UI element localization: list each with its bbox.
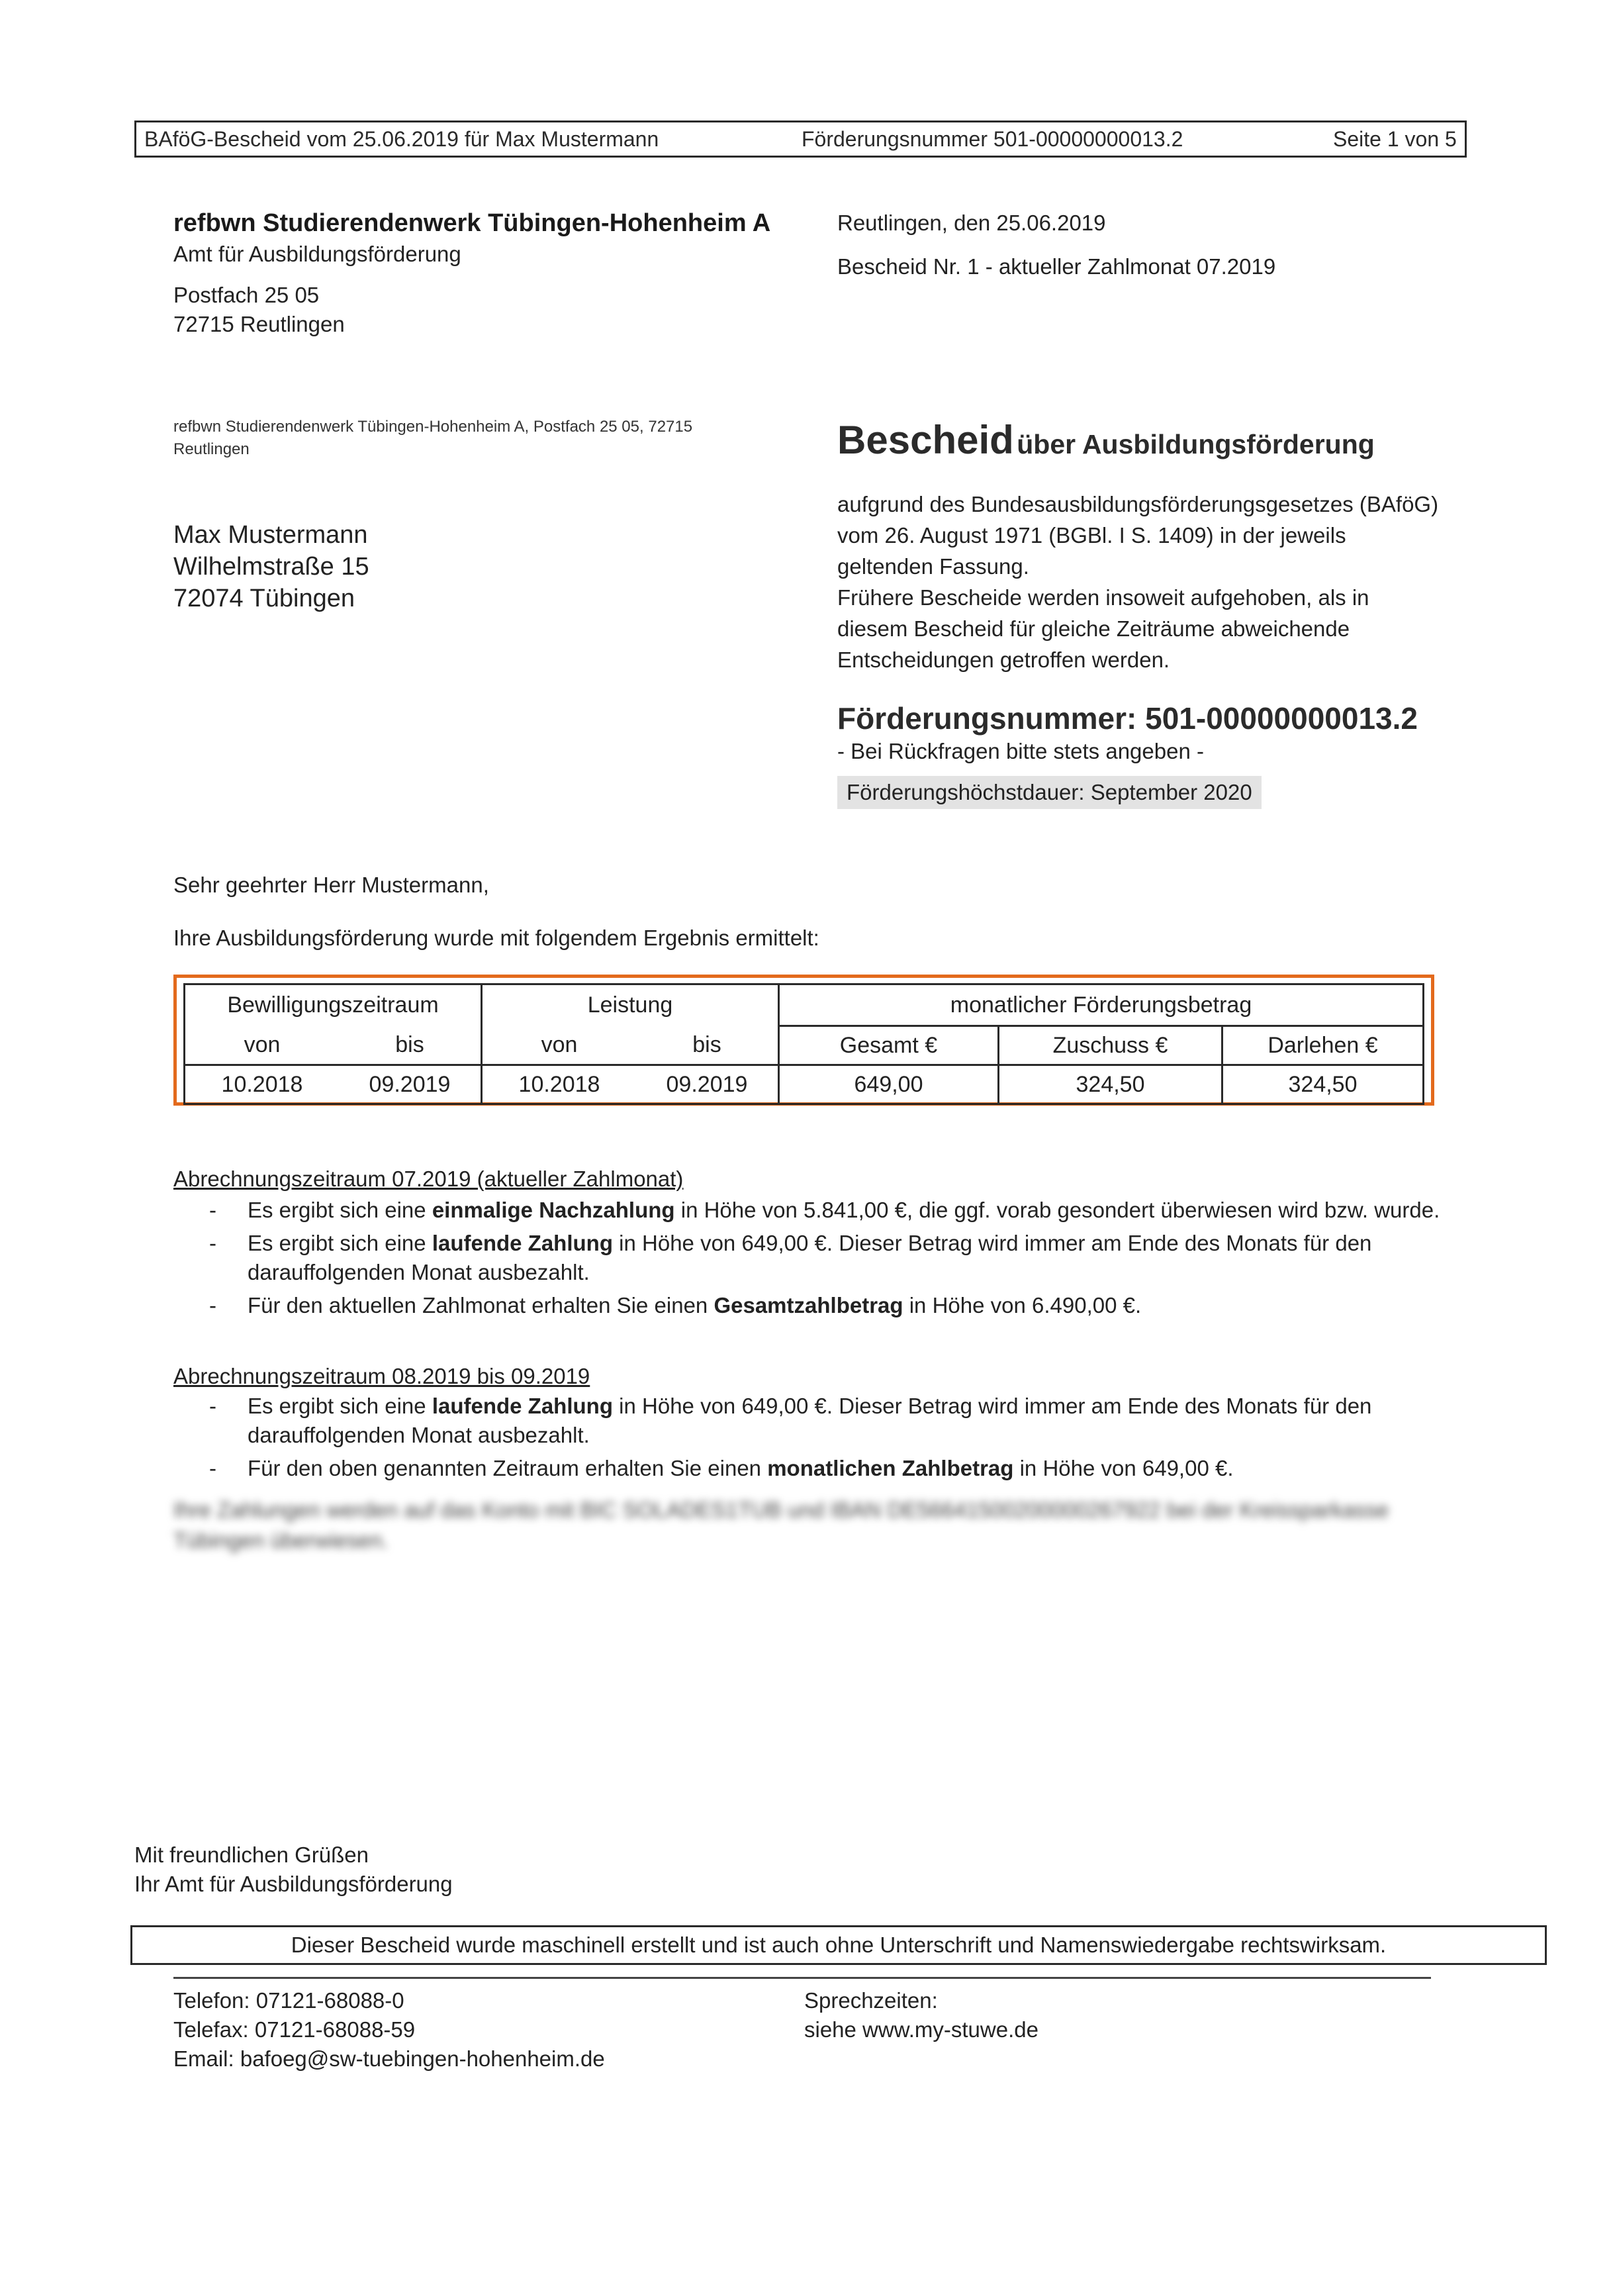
contact-fax: Telefax: 07121-68088-59 bbox=[173, 2017, 416, 2042]
title-main: Bescheid bbox=[837, 418, 1014, 462]
law-line: geltenden Fassung. bbox=[837, 554, 1029, 579]
section-heading-following-months: Abrechnungszeitraum 08.2019 bis 09.2019 bbox=[173, 1364, 590, 1388]
office-hours-value: siehe www.my-stuwe.de bbox=[804, 2017, 1038, 2042]
return-address: refbwn Studierendenwerk Tübingen-Hohenheim A, Postfach 25 05, 72715 Reutlingen bbox=[173, 418, 693, 458]
table-col-header: Gesamt € bbox=[779, 1026, 999, 1065]
bank-account-note-redacted: Ihre Zahlungen werden auf das Konto mit BIC SOLADES1TUB und IBAN DE56641500200000267922 bei der Kreissparkasse Tübingen überwiesen. bbox=[173, 1498, 1389, 1553]
list-item: - Es ergibt sich eine laufende Zahlung in Höhe von 649,00 €. Dieser Betrag wird immer am Ende des Monats für den darauffolgenden Monat ausbezahlt. bbox=[209, 1231, 1372, 1284]
table-cell: 09.2019 bbox=[636, 1065, 779, 1104]
closing bbox=[134, 1841, 453, 1899]
funding-number: Förderungsnummer: 501-00000000013.2 bbox=[837, 701, 1418, 736]
legal-validity-note: Dieser Bescheid wurde maschinell erstellt und ist auch ohne Unterschrift und Namenswiedergabe rechtswirksam. bbox=[130, 1925, 1547, 1965]
table-cell: 10.2018 bbox=[482, 1065, 637, 1104]
table-cell: 649,00 bbox=[779, 1065, 999, 1104]
header-funding-number: Förderungsnummer 501-00000000013.2 bbox=[802, 127, 1183, 151]
item-bold: monatlichen Zahlbetrag bbox=[767, 1456, 1014, 1480]
recipient-name: Max Mustermann bbox=[173, 521, 368, 549]
table-col-header: bis bbox=[339, 1026, 482, 1065]
legal-basis-text bbox=[837, 489, 1486, 675]
item-text: Es ergibt sich eine bbox=[248, 1198, 432, 1222]
item-text: Es ergibt sich eine bbox=[248, 1394, 432, 1418]
section2-list bbox=[205, 1392, 1450, 1487]
result-table bbox=[183, 983, 1424, 1105]
office-hours-label: Sprechzeiten: bbox=[804, 1988, 938, 2013]
sender-postbox: Postfach 25 05 bbox=[173, 283, 320, 307]
item-text: in Höhe von 649,00 €. Dieser Betrag wird immer am Ende des Monats für den darauffolgenden Monat ausbezahlt. bbox=[248, 1394, 1372, 1447]
item-bold: Gesamtzahlbetrag bbox=[714, 1293, 903, 1317]
list-item: - Es ergibt sich eine einmalige Nachzahlung in Höhe von 5.841,00 €, die ggf. vorab gesondert überwiesen wird bzw. wurde. bbox=[209, 1198, 1440, 1222]
max-funding-duration: Förderungshöchstdauer: September 2020 bbox=[837, 776, 1262, 809]
table-col-header: bis bbox=[636, 1026, 779, 1065]
list-item: - Für den oben genannten Zeitraum erhalten Sie einen monatlichen Zahlbetrag in Höhe von 649,00 €. bbox=[209, 1456, 1234, 1480]
section1-list bbox=[205, 1196, 1450, 1324]
item-text: in Höhe von 6.490,00 €. bbox=[903, 1293, 1142, 1317]
law-line: aufgrund des Bundesausbildungsförderungsgesetzes (BAföG) bbox=[837, 492, 1439, 516]
closing-office: Ihr Amt für Ausbildungsförderung bbox=[134, 1872, 453, 1896]
document-title bbox=[837, 417, 1375, 463]
item-text: in Höhe von 649,00 €. Dieser Betrag wird immer am Ende des Monats für den darauffolgenden Monat ausbezahlt. bbox=[248, 1231, 1372, 1284]
intro-text: Ihre Ausbildungsförderung wurde mit folgendem Ergebnis ermittelt: bbox=[173, 926, 819, 950]
table-group-service: Leistung bbox=[482, 984, 779, 1026]
footer-divider bbox=[173, 1977, 1431, 1979]
table-cell: 324,50 bbox=[1222, 1065, 1424, 1104]
office-hours bbox=[804, 1986, 1038, 2044]
item-bold: einmalige Nachzahlung bbox=[432, 1198, 675, 1222]
closing-greeting: Mit freundlichen Grüßen bbox=[134, 1842, 369, 1867]
recipient-address bbox=[173, 519, 369, 614]
list-item: - Für den aktuellen Zahlmonat erhalten Sie einen Gesamtzahlbetrag in Höhe von 6.490,00 €. bbox=[209, 1293, 1142, 1317]
law-line: Frühere Bescheide werden insoweit aufgehoben, als in bbox=[837, 585, 1369, 610]
sender-department: Amt für Ausbildungsförderung bbox=[173, 242, 461, 266]
salutation: Sehr geehrter Herr Mustermann, bbox=[173, 873, 489, 897]
item-text: Für den aktuellen Zahlmonat erhalten Sie einen bbox=[248, 1293, 714, 1317]
header-doc-title: BAföG-Bescheid vom 25.06.2019 für Max Mustermann bbox=[144, 127, 659, 151]
document-header-bar bbox=[134, 120, 1467, 158]
law-line: diesem Bescheid für gleiche Zeiträume abweichende bbox=[837, 616, 1350, 641]
table-col-header: von bbox=[185, 1026, 340, 1065]
table-group-period: Bewilligungszeitraum bbox=[185, 984, 482, 1026]
title-sub: über Ausbildungsförderung bbox=[1017, 429, 1375, 459]
header-page-number: Seite 1 von 5 bbox=[1333, 127, 1457, 151]
recipient-city: 72074 Tübingen bbox=[173, 585, 355, 612]
item-text: Für den oben genannten Zeitraum erhalten Sie einen bbox=[248, 1456, 768, 1480]
list-item: - Es ergibt sich eine laufende Zahlung in Höhe von 649,00 €. Dieser Betrag wird immer am Ende des Monats für den darauffolgenden Monat ausbezahlt. bbox=[209, 1394, 1372, 1447]
recipient-street: Wilhelmstraße 15 bbox=[173, 553, 369, 581]
sender-name: refbwn Studierendenwerk Tübingen-Hohenheim A bbox=[173, 209, 771, 237]
table-row bbox=[185, 1065, 1424, 1104]
funding-note: - Bei Rückfragen bitte stets angeben - bbox=[837, 739, 1204, 763]
table-cell: 324,50 bbox=[999, 1065, 1222, 1104]
item-bold: laufende Zahlung bbox=[432, 1394, 613, 1418]
table-group-monthly: monatlicher Förderungsbetrag bbox=[779, 984, 1424, 1026]
section-heading-current-month: Abrechnungszeitraum 07.2019 (aktueller Zahlmonat) bbox=[173, 1167, 684, 1191]
contact-info bbox=[173, 1986, 605, 2074]
place-date: Reutlingen, den 25.06.2019 bbox=[837, 211, 1106, 235]
table-cell: 10.2018 bbox=[185, 1065, 340, 1104]
table-col-header: von bbox=[482, 1026, 637, 1065]
sender-city: 72715 Reutlingen bbox=[173, 312, 345, 336]
contact-email: Email: bafoeg@sw-tuebingen-hohenheim.de bbox=[173, 2046, 605, 2071]
item-text: in Höhe von 5.841,00 €, die ggf. vorab gesondert überwiesen wird bzw. wurde. bbox=[674, 1198, 1440, 1222]
law-line: vom 26. August 1971 (BGBl. I S. 1409) in der jeweils bbox=[837, 523, 1346, 548]
item-text: in Höhe von 649,00 €. bbox=[1013, 1456, 1234, 1480]
table-cell: 09.2019 bbox=[339, 1065, 482, 1104]
notice-number: Bescheid Nr. 1 - aktueller Zahlmonat 07.2019 bbox=[837, 254, 1276, 279]
table-col-header: Zuschuss € bbox=[999, 1026, 1222, 1065]
contact-phone: Telefon: 07121-68088-0 bbox=[173, 1988, 404, 2013]
result-table-frame bbox=[173, 975, 1434, 1106]
law-line: Entscheidungen getroffen werden. bbox=[837, 647, 1170, 672]
item-text: Es ergibt sich eine bbox=[248, 1231, 432, 1255]
item-bold: laufende Zahlung bbox=[432, 1231, 613, 1255]
table-col-header: Darlehen € bbox=[1222, 1026, 1424, 1065]
